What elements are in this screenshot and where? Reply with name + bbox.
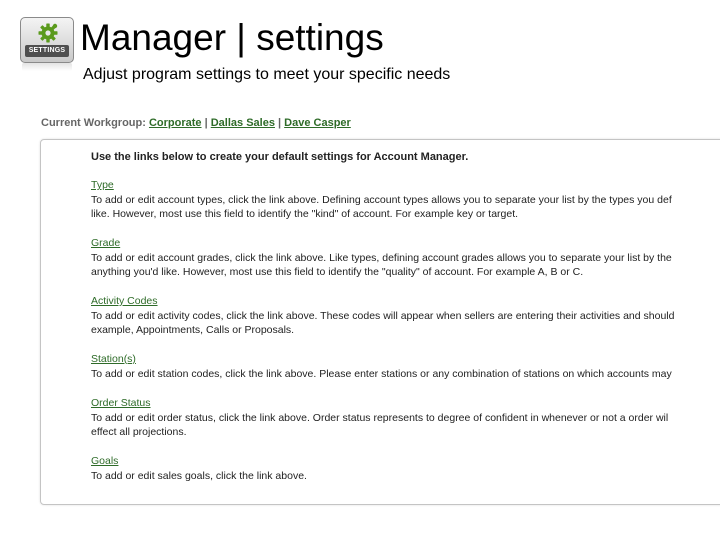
setting-type	[91, 178, 720, 222]
settings-gear-icon	[20, 17, 74, 63]
order-status-description-line-2: effect all projections.	[91, 426, 187, 438]
activity-codes-link[interactable]: Activity Codes	[91, 295, 158, 307]
activity-codes-description-line-1: To add or edit activity codes, click the link above. These codes will appear when sellers are entering their activities and should	[91, 309, 675, 322]
type-description-line-1: To add or edit account types, click the link above. Defining account types allows you to separate your list by the types you def	[91, 193, 672, 206]
workgroup-separator: |	[278, 117, 282, 129]
setting-grade	[91, 236, 720, 280]
grade-description-line-2: anything you'd like. However, most use this field to identify the "quality" of account. For example A, B or C.	[91, 266, 584, 278]
workgroup-link-dallas-sales[interactable]: Dallas Sales	[210, 117, 275, 129]
stations-description-line-1: To add or edit station codes, click the link above. Please enter stations or any combination of stations on which accounts may	[91, 367, 672, 380]
order-status-link[interactable]: Order Status	[91, 397, 151, 409]
grade-description-line-1: To add or edit account grades, click the link above. Like types, defining account grades allows you to separate your list by the	[91, 251, 672, 264]
setting-stations	[91, 352, 720, 381]
stations-link[interactable]: Station(s)	[91, 353, 136, 365]
gear-icon	[37, 22, 59, 44]
current-workgroup	[41, 114, 351, 132]
goals-description-line-1: To add or edit sales goals, click the link above.	[91, 469, 307, 482]
setting-goals	[91, 454, 720, 483]
icon-reflection	[22, 63, 72, 71]
order-status-description-line-1: To add or edit order status, click the link above. Order status represents to degree of confident in whenever or not a order wil	[91, 411, 669, 424]
type-link[interactable]: Type	[91, 179, 114, 191]
setting-order-status	[91, 396, 720, 440]
panel-intro: Use the links below to create your default settings for Account Manager.	[91, 151, 469, 163]
settings-icon-label: SETTINGS	[25, 45, 69, 57]
page-subtitle: Adjust program settings to meet your specific needs	[83, 66, 451, 83]
workgroup-link-dave-casper[interactable]: Dave Casper	[284, 117, 351, 129]
goals-link[interactable]: Goals	[91, 455, 119, 467]
workgroup-link-corporate[interactable]: Corporate	[148, 117, 202, 129]
page-title: Manager | settings	[80, 17, 384, 58]
type-description-line-2: like. However, most use this field to identify the "kind" of account. For example key or target.	[91, 208, 519, 220]
workgroup-separator: |	[204, 117, 208, 129]
activity-codes-description-line-2: example, Appointments, Calls or Proposals.	[91, 324, 295, 336]
settings-panel	[40, 139, 720, 505]
setting-activity-codes	[91, 294, 720, 338]
grade-link[interactable]: Grade	[91, 237, 121, 249]
workgroup-label: Current Workgroup:	[41, 117, 146, 129]
